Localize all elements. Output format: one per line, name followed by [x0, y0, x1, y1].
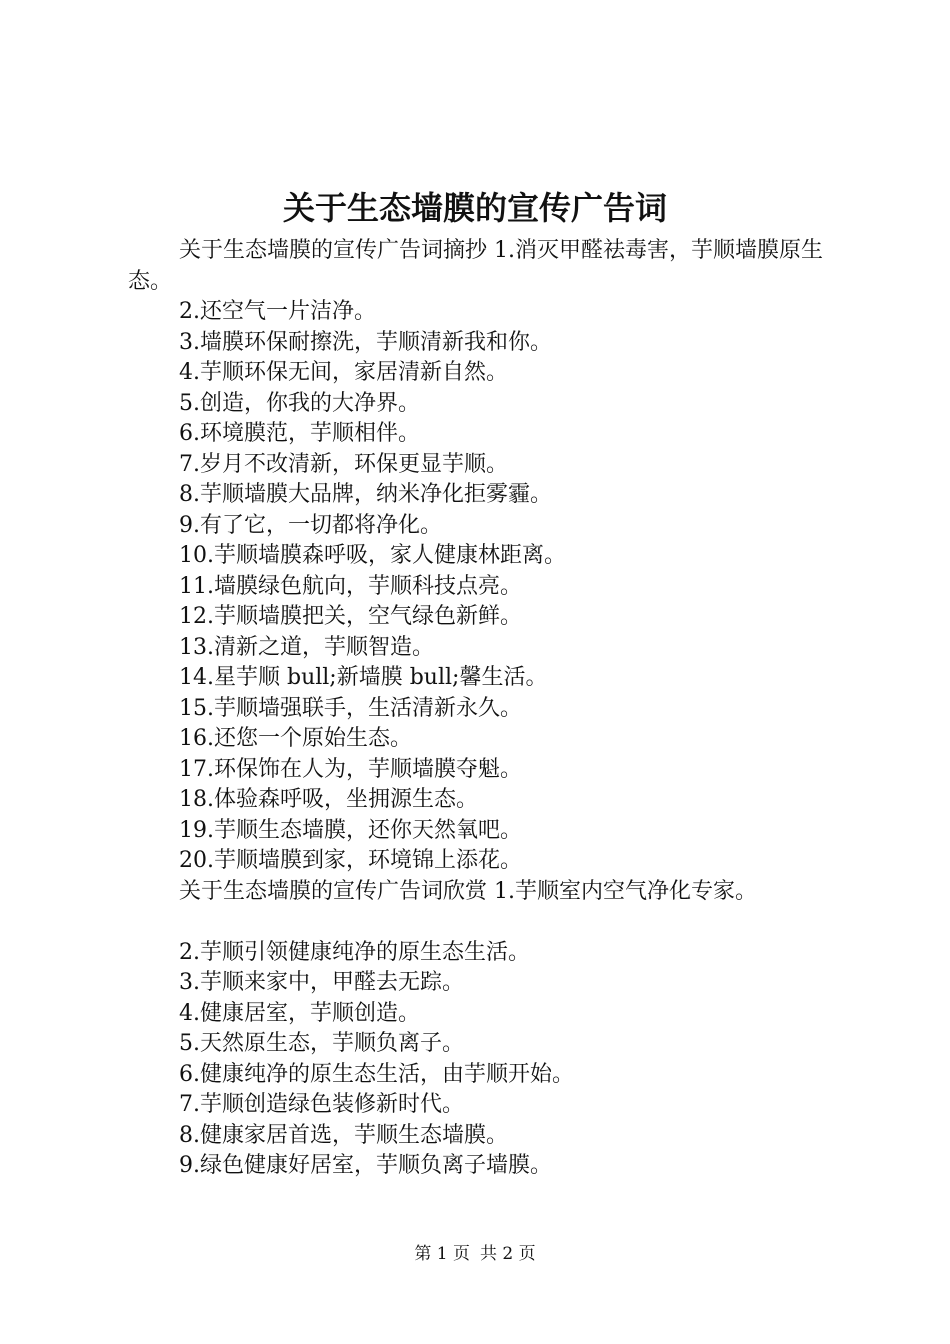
- document-title: 关于生态墙膜的宣传广告词: [282, 189, 667, 227]
- list-item: 5.天然原生态，芋顺负离子。: [179, 1031, 464, 1056]
- list-item: 7.芋顺创造绿色装修新时代。: [179, 1092, 464, 1117]
- list-item: 12.芋顺墙膜把关，空气绿色新鲜。: [179, 604, 522, 629]
- slogan-list-one: [128, 297, 850, 877]
- list-item: 20.芋顺墙膜到家，环境锦上添花。: [179, 848, 522, 873]
- list-item: 10.芋顺墙膜森呼吸，家人健康林距离。: [179, 543, 566, 568]
- list-item: 5.创造，你我的大净界。: [179, 390, 420, 416]
- intro-paragraph: 关于生态墙膜的宣传广告词摘抄 1.消灭甲醛祛毒害，芋顺墙膜原生态。: [128, 238, 823, 294]
- list-item: 13.清新之道，芋顺智造。: [179, 634, 434, 660]
- list-item: 7.岁月不改清新，环保更显芋顺。: [179, 451, 508, 477]
- list-item: 4.芋顺环保无间，家居清新自然。: [179, 360, 508, 385]
- list-item: 3.墙膜环保耐擦洗，芋顺清新我和你。: [179, 329, 552, 355]
- list-item: 15.芋顺墙强联手，生活清新永久。: [179, 695, 522, 721]
- list-item: 8.健康家居首选，芋顺生态墙膜。: [179, 1122, 508, 1148]
- list-item: 16.还您一个原始生态。: [179, 726, 412, 751]
- list-item: 18.体验森呼吸，坐拥源生态。: [179, 787, 478, 812]
- document-body: [128, 236, 850, 1182]
- second-intro-line: 关于生态墙膜的宣传广告词欣赏 1.芋顺室内空气净化专家。: [179, 878, 757, 904]
- list-item: 11.墙膜绿色航向，芋顺科技点亮。: [179, 573, 522, 599]
- page-footer: [0, 1242, 950, 1266]
- list-item: 14.星芋顺 bull;新墙膜 bull;馨生活。: [179, 665, 548, 690]
- list-item: 2.芋顺引领健康纯净的原生态生活。: [179, 939, 530, 965]
- page-number: 第 1 页: [414, 1244, 470, 1264]
- list-item: 8.芋顺墙膜大品牌，纳米净化拒雾霾。: [179, 482, 552, 507]
- list-item: 9.有了它，一切都将净化。: [179, 512, 442, 538]
- list-item: 19.芋顺生态墙膜，还你天然氧吧。: [179, 817, 522, 843]
- list-item: 6.环境膜范，芋顺相伴。: [179, 421, 420, 446]
- list-item: 2.还空气一片洁净。: [179, 299, 376, 324]
- list-item: 3.芋顺来家中，甲醛去无踪。: [179, 970, 464, 995]
- slogan-list-two: [128, 938, 850, 1182]
- list-item: 17.环保饰在人为，芋顺墙膜夺魁。: [179, 756, 522, 782]
- list-item: 9.绿色健康好居室，芋顺负离子墙膜。: [179, 1153, 552, 1178]
- blank-line: [128, 907, 850, 938]
- list-item: 4.健康居室，芋顺创造。: [179, 1000, 420, 1026]
- list-item: 6.健康纯净的原生态生活，由芋顺开始。: [179, 1061, 574, 1087]
- page-total: 共 2 页: [480, 1244, 536, 1264]
